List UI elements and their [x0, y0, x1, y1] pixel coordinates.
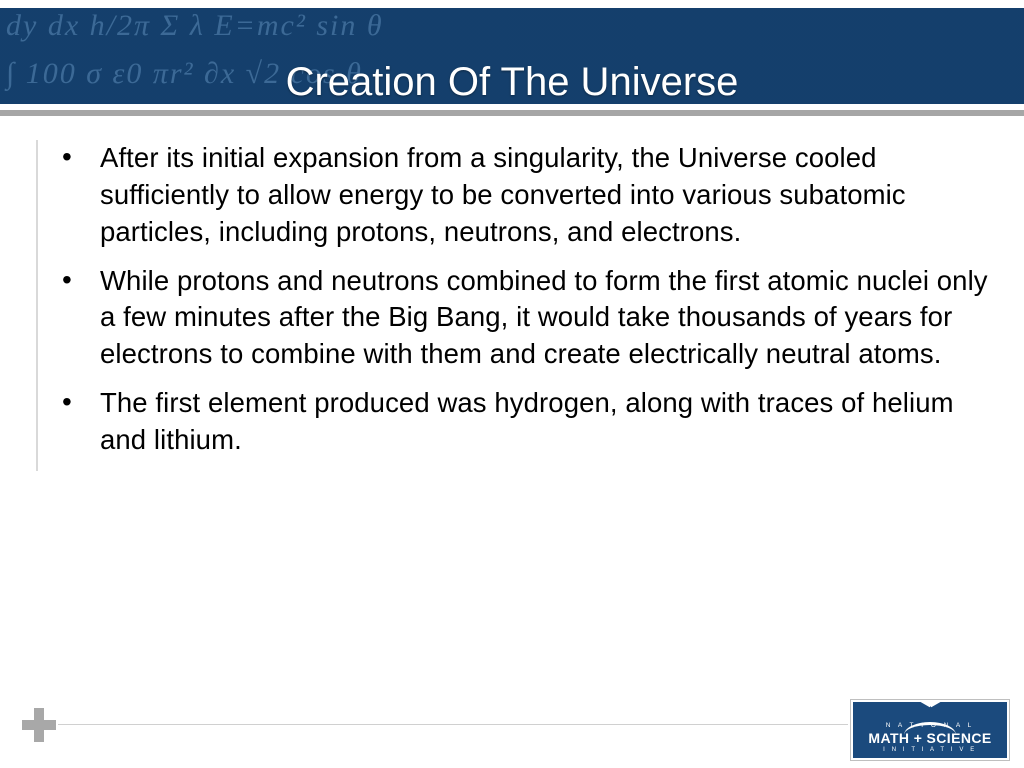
slide-title-banner: [0, 8, 1024, 104]
logo-top-label: N A T I O N A L: [885, 722, 975, 729]
banner-ghost-line-1: dy dx h/2π Σ λ E=mc² sin θ: [6, 9, 384, 42]
page-title: Creation Of The Universe: [285, 60, 739, 104]
logo-main-label: MATH + SCIENCE: [868, 730, 992, 746]
banner-ghost-line-2: ∫ 100 σ ε0 πr² ∂x √2 cos θ: [6, 57, 363, 90]
logo-bottom-label: I N I T I A T I V E: [883, 747, 977, 753]
list-item: • The first element produced was hydrogen, along with traces of helium and lithium.: [38, 385, 990, 459]
nmsi-logo: [851, 700, 1009, 760]
slide-body: [36, 140, 990, 471]
banner-divider: [0, 110, 1024, 116]
bullet-list: [38, 140, 990, 459]
footer-divider: [58, 724, 848, 725]
list-item: • While protons and neutrons combined to form the first atomic nuclei only a few minutes after the Big Bang, it would take thousands of years for electrons to combine with them and create electrically neutral atoms.: [38, 263, 990, 374]
plus-icon: [22, 708, 56, 742]
list-item: • After its initial expansion from a singularity, the Universe cooled sufficiently to allow energy to be converted into various subatomic particles, including protons, neutrons, and electrons.: [38, 140, 990, 251]
